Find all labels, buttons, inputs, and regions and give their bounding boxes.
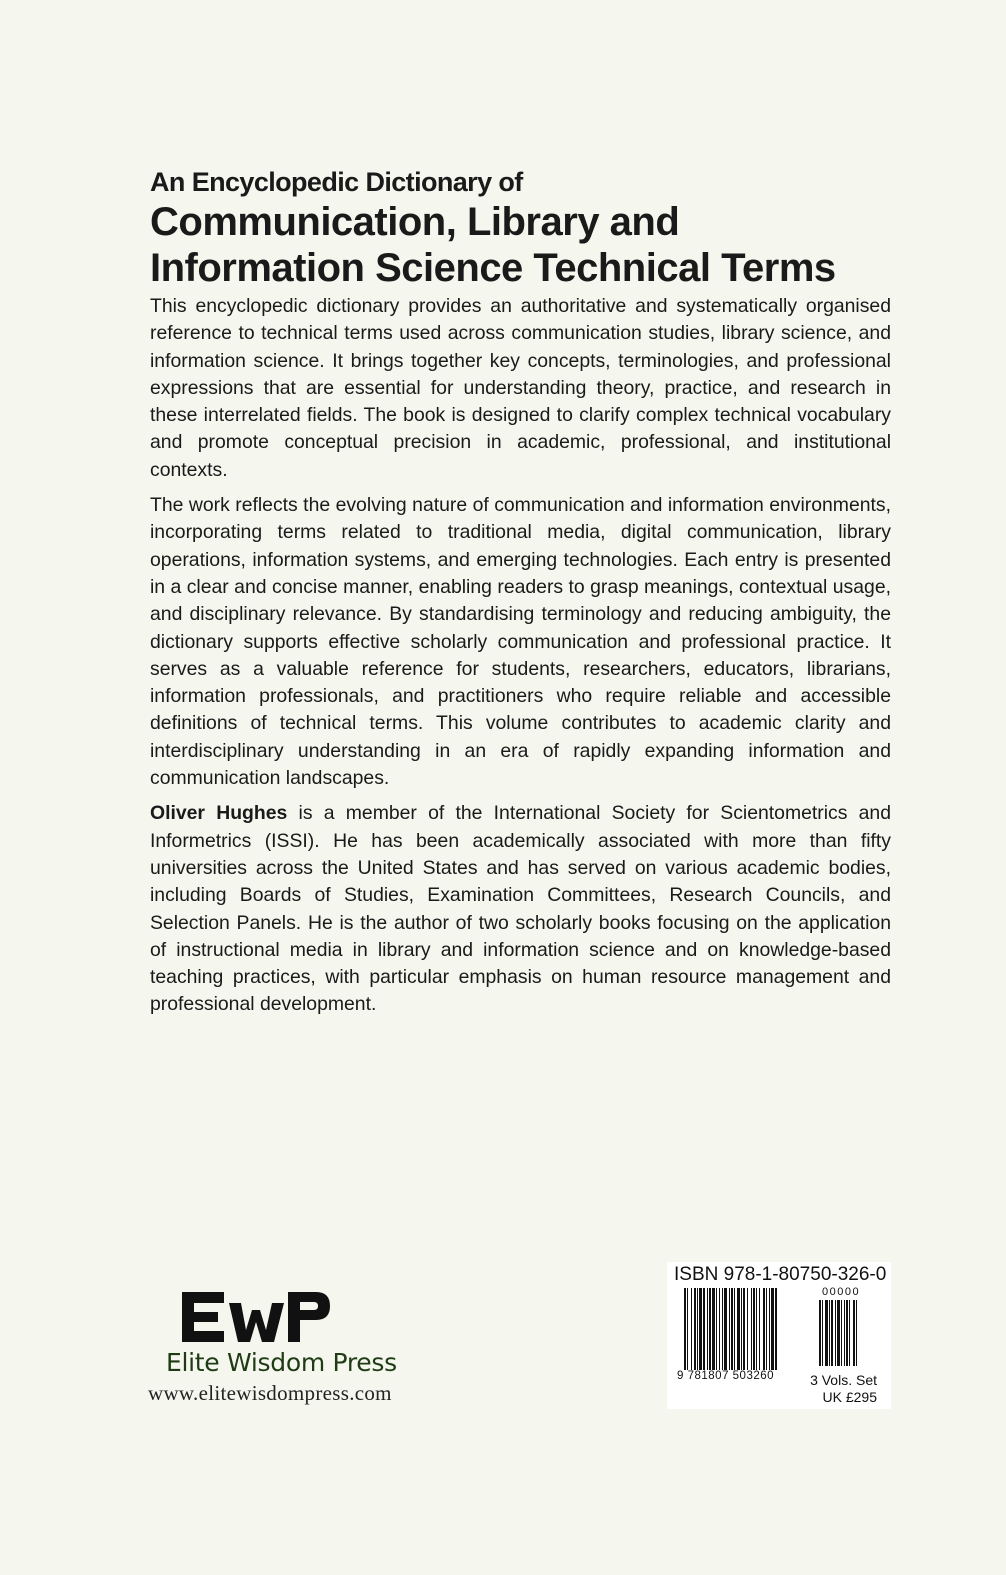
barcode-bar: [737, 1288, 740, 1370]
description-paragraph-1: This encyclopedic dictionary provides an authoritative and systematically organised reference to technical terms used across communication studies, library science, and information science. It brings together key concepts, terminologies, and professional expressions that are essential for understanding theory, practice, and research in these interrelated fields. The book is designed to clarify complex technical vocabulary and promote conceptual precision in academic, professional, and institutional contexts.: [150, 295, 891, 481]
barcode-bar: [734, 1288, 735, 1370]
barcode-bar: [716, 1288, 717, 1370]
author-bio: [150, 800, 891, 1018]
barcode-bar: [694, 1288, 696, 1370]
ewp-logo-icon: [182, 1292, 330, 1342]
description-paragraph-2: The work reflects the evolving nature of communication and information environments, incorporating terms related to traditional media, digital communication, library operations, information systems, and emerging technologies. Each entry is presented in a clear and concise manner, enabling readers to grasp meanings, contextual usage, and disciplinary relevance. By standardising terminology and reducing ambiguity, the dictionary supports effective scholarly communication and professional practice. It serves as a valuable reference for students, researchers, educators, librarians, information professionals, and practitioners who require reliable and accessible definitions of technical terms. This volume contributes to academic clarity and interdisciplinary understanding in an era of rapidly expanding information and communication landscapes.: [150, 494, 891, 790]
barcode-bar: [756, 1288, 757, 1370]
book-subtitle: An Encyclopedic Dictionary of: [150, 167, 523, 197]
barcode-addon-digits: 00000: [822, 1286, 861, 1298]
barcode-addon-bar: [844, 1300, 845, 1366]
barcode-addon-bar: [849, 1300, 850, 1366]
barcode-bar: [747, 1288, 748, 1370]
barcode-addon-bar: [825, 1300, 828, 1366]
barcode-bar: [753, 1288, 755, 1370]
barcode-bar: [759, 1288, 760, 1370]
barcode-bar: [691, 1288, 692, 1370]
author-bio-text: is a member of the International Society for Scientometrics and Informetrics (ISSI). He has been academically associated with more than fifty universities across the United States and has served on various academic bodies, including Boards of Studies, Examination Committees, Research Councils, and Selection Panels. He is the author of two scholarly books focusing on the application of instructional media in library and information science and on knowledge-based teaching practices, with particular emphasis on human resource management and professional development.: [150, 802, 892, 1016]
barcode-addon-bar: [822, 1300, 823, 1366]
barcode-icon: [684, 1288, 884, 1370]
barcode-bar: [684, 1288, 686, 1370]
barcode-bar: [769, 1288, 770, 1370]
barcode-bar: [707, 1288, 708, 1370]
barcode-bar: [703, 1288, 705, 1370]
barcode-bar: [743, 1288, 745, 1370]
barcode-addon-bar: [841, 1300, 842, 1366]
barcode-addon-bar: [856, 1300, 857, 1366]
barcode-bar: [724, 1288, 727, 1370]
book-title-line-2: Information Science Technical Terms: [150, 246, 836, 290]
barcode-bar: [709, 1288, 711, 1370]
barcode-addon-bar: [831, 1300, 833, 1366]
publisher-block: [148, 1292, 438, 1406]
barcode-bar: [731, 1288, 733, 1370]
book-title-line-1: Communication, Library and: [150, 200, 680, 244]
author-name: Oliver Hughes: [150, 802, 288, 825]
barcode-addon-bar: [819, 1300, 821, 1366]
barcode-addon-bar: [846, 1300, 848, 1366]
price-label: UK £295: [822, 1389, 877, 1405]
price-block: [810, 1372, 877, 1406]
isbn-barcode-box: [667, 1262, 891, 1409]
barcode-addon-bar: [837, 1300, 840, 1366]
volume-set-label: 3 Vols. Set: [810, 1372, 877, 1388]
barcode-bar: [751, 1288, 752, 1370]
publisher-logo: [74, 1292, 438, 1342]
barcode-bar: [775, 1288, 777, 1370]
barcode-bar: [712, 1288, 715, 1370]
barcode-addon-bar: [829, 1300, 830, 1366]
back-cover-text: [150, 165, 891, 1027]
barcode-bar: [699, 1288, 702, 1370]
barcode-bar: [771, 1288, 774, 1370]
barcode-bar: [766, 1288, 767, 1370]
barcode-bar: [687, 1288, 688, 1370]
isbn-number: ISBN 978-1-80750-326-0: [674, 1264, 887, 1285]
barcode-digits: 9 781807 503260: [677, 1370, 775, 1382]
barcode-bar: [722, 1288, 723, 1370]
barcode-bar: [719, 1288, 720, 1370]
barcode-bar: [741, 1288, 742, 1370]
barcode-addon-bar: [835, 1300, 836, 1366]
barcode-bar: [729, 1288, 730, 1370]
publisher-url: www.elitewisdompress.com: [148, 1381, 392, 1405]
publisher-name: Elite Wisdom Press: [166, 1348, 397, 1377]
barcode-bar: [697, 1288, 698, 1370]
barcode-addon-bar: [853, 1300, 855, 1366]
barcode-bar: [763, 1288, 765, 1370]
